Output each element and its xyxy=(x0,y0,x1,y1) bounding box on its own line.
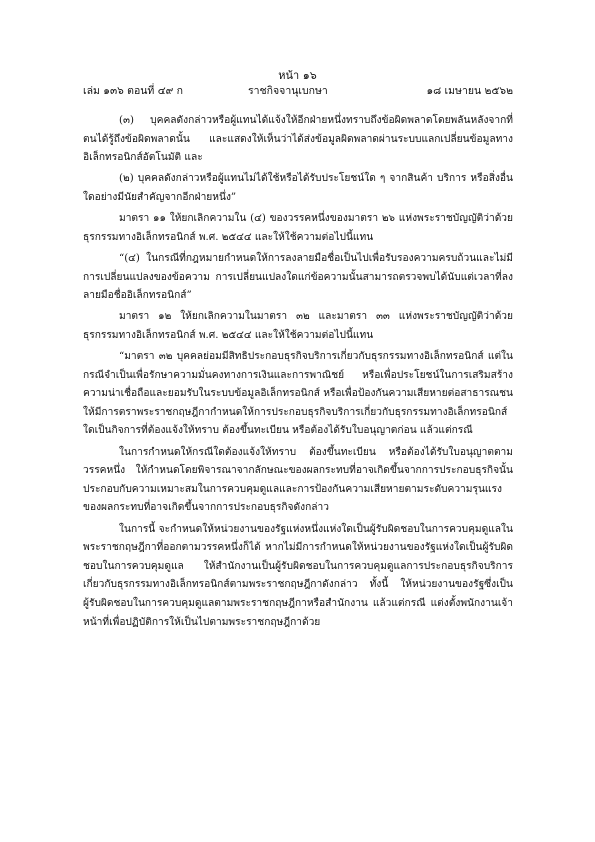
publication-date: ๑๘ เมษายน ๒๕๖๒ xyxy=(426,85,513,97)
paragraph: “(๔) ในกรณีที่กฎหมายกำหนดให้การลงลายมือชื่อเป็นไปเพื่อรับรองความครบถ้วนและไม่มีการเปลี่ยนแปลงของข้อความ การเปลี่ยนแปลงใดแก่ข้อความนั้นสามารถตรวจพบได้นับแต่เวลาที่ลงลายมือชื่ออิเล็กทรอนิกส์” xyxy=(83,252,513,302)
paragraph: มาตรา ๑๑ ให้ยกเลิกความใน (๔) ของวรรคหนึ่งของมาตรา ๒๖ แห่งพระราชบัญญัติว่าด้วยธุรกรรมทางอิเล็กทรอนิกส์ พ.ศ. ๒๕๔๔ และให้ใช้ความต่อไปนี้แทน xyxy=(83,213,513,243)
page-number: หน้า ๑๖ xyxy=(278,69,317,82)
body-text xyxy=(83,112,513,635)
gazette-title: ราชกิจจานุเบกษา xyxy=(248,85,328,97)
paragraph: มาตรา ๑๒ ให้ยกเลิกความในมาตรา ๓๒ และมาตรา ๓๓ แห่งพระราชบัญญัติว่าด้วยธุรกรรมทางอิเล็กทรอนิกส์ พ.ศ. ๒๕๔๔ และให้ใช้ความต่อไปนี้แทน xyxy=(83,311,513,341)
volume-issue: เล่ม ๑๓๖ ตอนที่ ๔๙ ก xyxy=(83,85,184,97)
paragraph: “มาตรา ๓๒ บุคคลย่อมมีสิทธิประกอบธุรกิจบริการเกี่ยวกับธุรกรรมทางอิเล็กทรอนิกส์ แต่ในกรณีจำเป็นเพื่อรักษาความมั่นคงทางการเงินและการพาณิชย์ หรือเพื่อประโยชน์ในการเสริมสร้างความน่าเชื่อถือและยอมรับในระบบข้อมูลอิเล็กทรอนิกส์ หรือเพื่อป้องกันความเสียหายต่อสาธารณชน ให้มีการตราพระราชกฤษฎีกากำหนดให้การประกอบธุรกิจบริการเกี่ยวกับธุรกรรมทางอิเล็กทรอนิกส์ใดเป็นกิจการที่ต้องแจ้งให้ทราบ ต้องขึ้นทะเบียน หรือต้องได้รับใบอนุญาตก่อน แล้วแต่กรณี xyxy=(83,351,514,437)
paragraph: ในการกำหนดให้กรณีใดต้องแจ้งให้ทราบ ต้องขึ้นทะเบียน หรือต้องได้รับใบอนุญาตตามวรรคหนึ่ง ให้กำหนดโดยพิจารณาจากลักษณะของผลกระทบที่อาจเกิดขึ้นจากการประกอบธุรกิจนั้นประกอบกับความเหมาะสมในการควบคุมดูแลและการป้องกันความเสียหายตามระดับความรุนแรงของผลกระทบที่อาจเกิดขึ้นจากการประกอบธุรกิจดังกล่าว xyxy=(83,446,513,514)
paragraph: ในการนี้ จะกำหนดให้หน่วยงานของรัฐแห่งหนึ่งแห่งใดเป็นผู้รับผิดชอบในการควบคุมดูแลในพระราชกฤษฎีกาที่ออกตามวรรคหนึ่งก็ได้ หากไม่มีการกำหนดให้หน่วยงานของรัฐแห่งใดเป็นผู้รับผิดชอบในการควบคุมดูแล ให้สำนักงานเป็นผู้รับผิดชอบในการควบคุมดูแลการประกอบธุรกิจบริการเกี่ยวกับธุรกรรมทางอิเล็กทรอนิกส์ตามพระราชกฤษฎีกาดังกล่าว ทั้งนี้ ให้หน่วยงานของรัฐซึ่งเป็นผู้รับผิดชอบในการควบคุมดูแลตามพระราชกฤษฎีกาหรือสำนักงาน แล้วแต่กรณี แต่งตั้งพนักงานเจ้าหน้าที่เพื่อปฏิบัติการให้เป็นไปตามพระราชกฤษฎีกาด้วย xyxy=(83,523,513,628)
paragraph: (๒) บุคคลดังกล่าวหรือผู้แทนไม่ได้ใช้หรือได้รับประโยชน์ใด ๆ จากสินค้า บริการ หรือสิ่งอื่นใดอย่างมีนัยสำคัญจากอีกฝ่ายหนึ่ง” xyxy=(83,173,513,203)
paragraph: (๓) บุคคลดังกล่าวหรือผู้แทนได้แจ้งให้อีกฝ่ายหนึ่งทราบถึงข้อผิดพลาดโดยพลันหลังจากที่ตนได้รู้ถึงข้อผิดพลาดนั้น และแสดงให้เห็นว่าได้ส่งข้อมูลผิดพลาดผ่านระบบแลกเปลี่ยนข้อมูลทางอิเล็กทรอนิกส์อัตโนมัติ และ xyxy=(83,115,513,164)
running-header xyxy=(83,82,513,96)
